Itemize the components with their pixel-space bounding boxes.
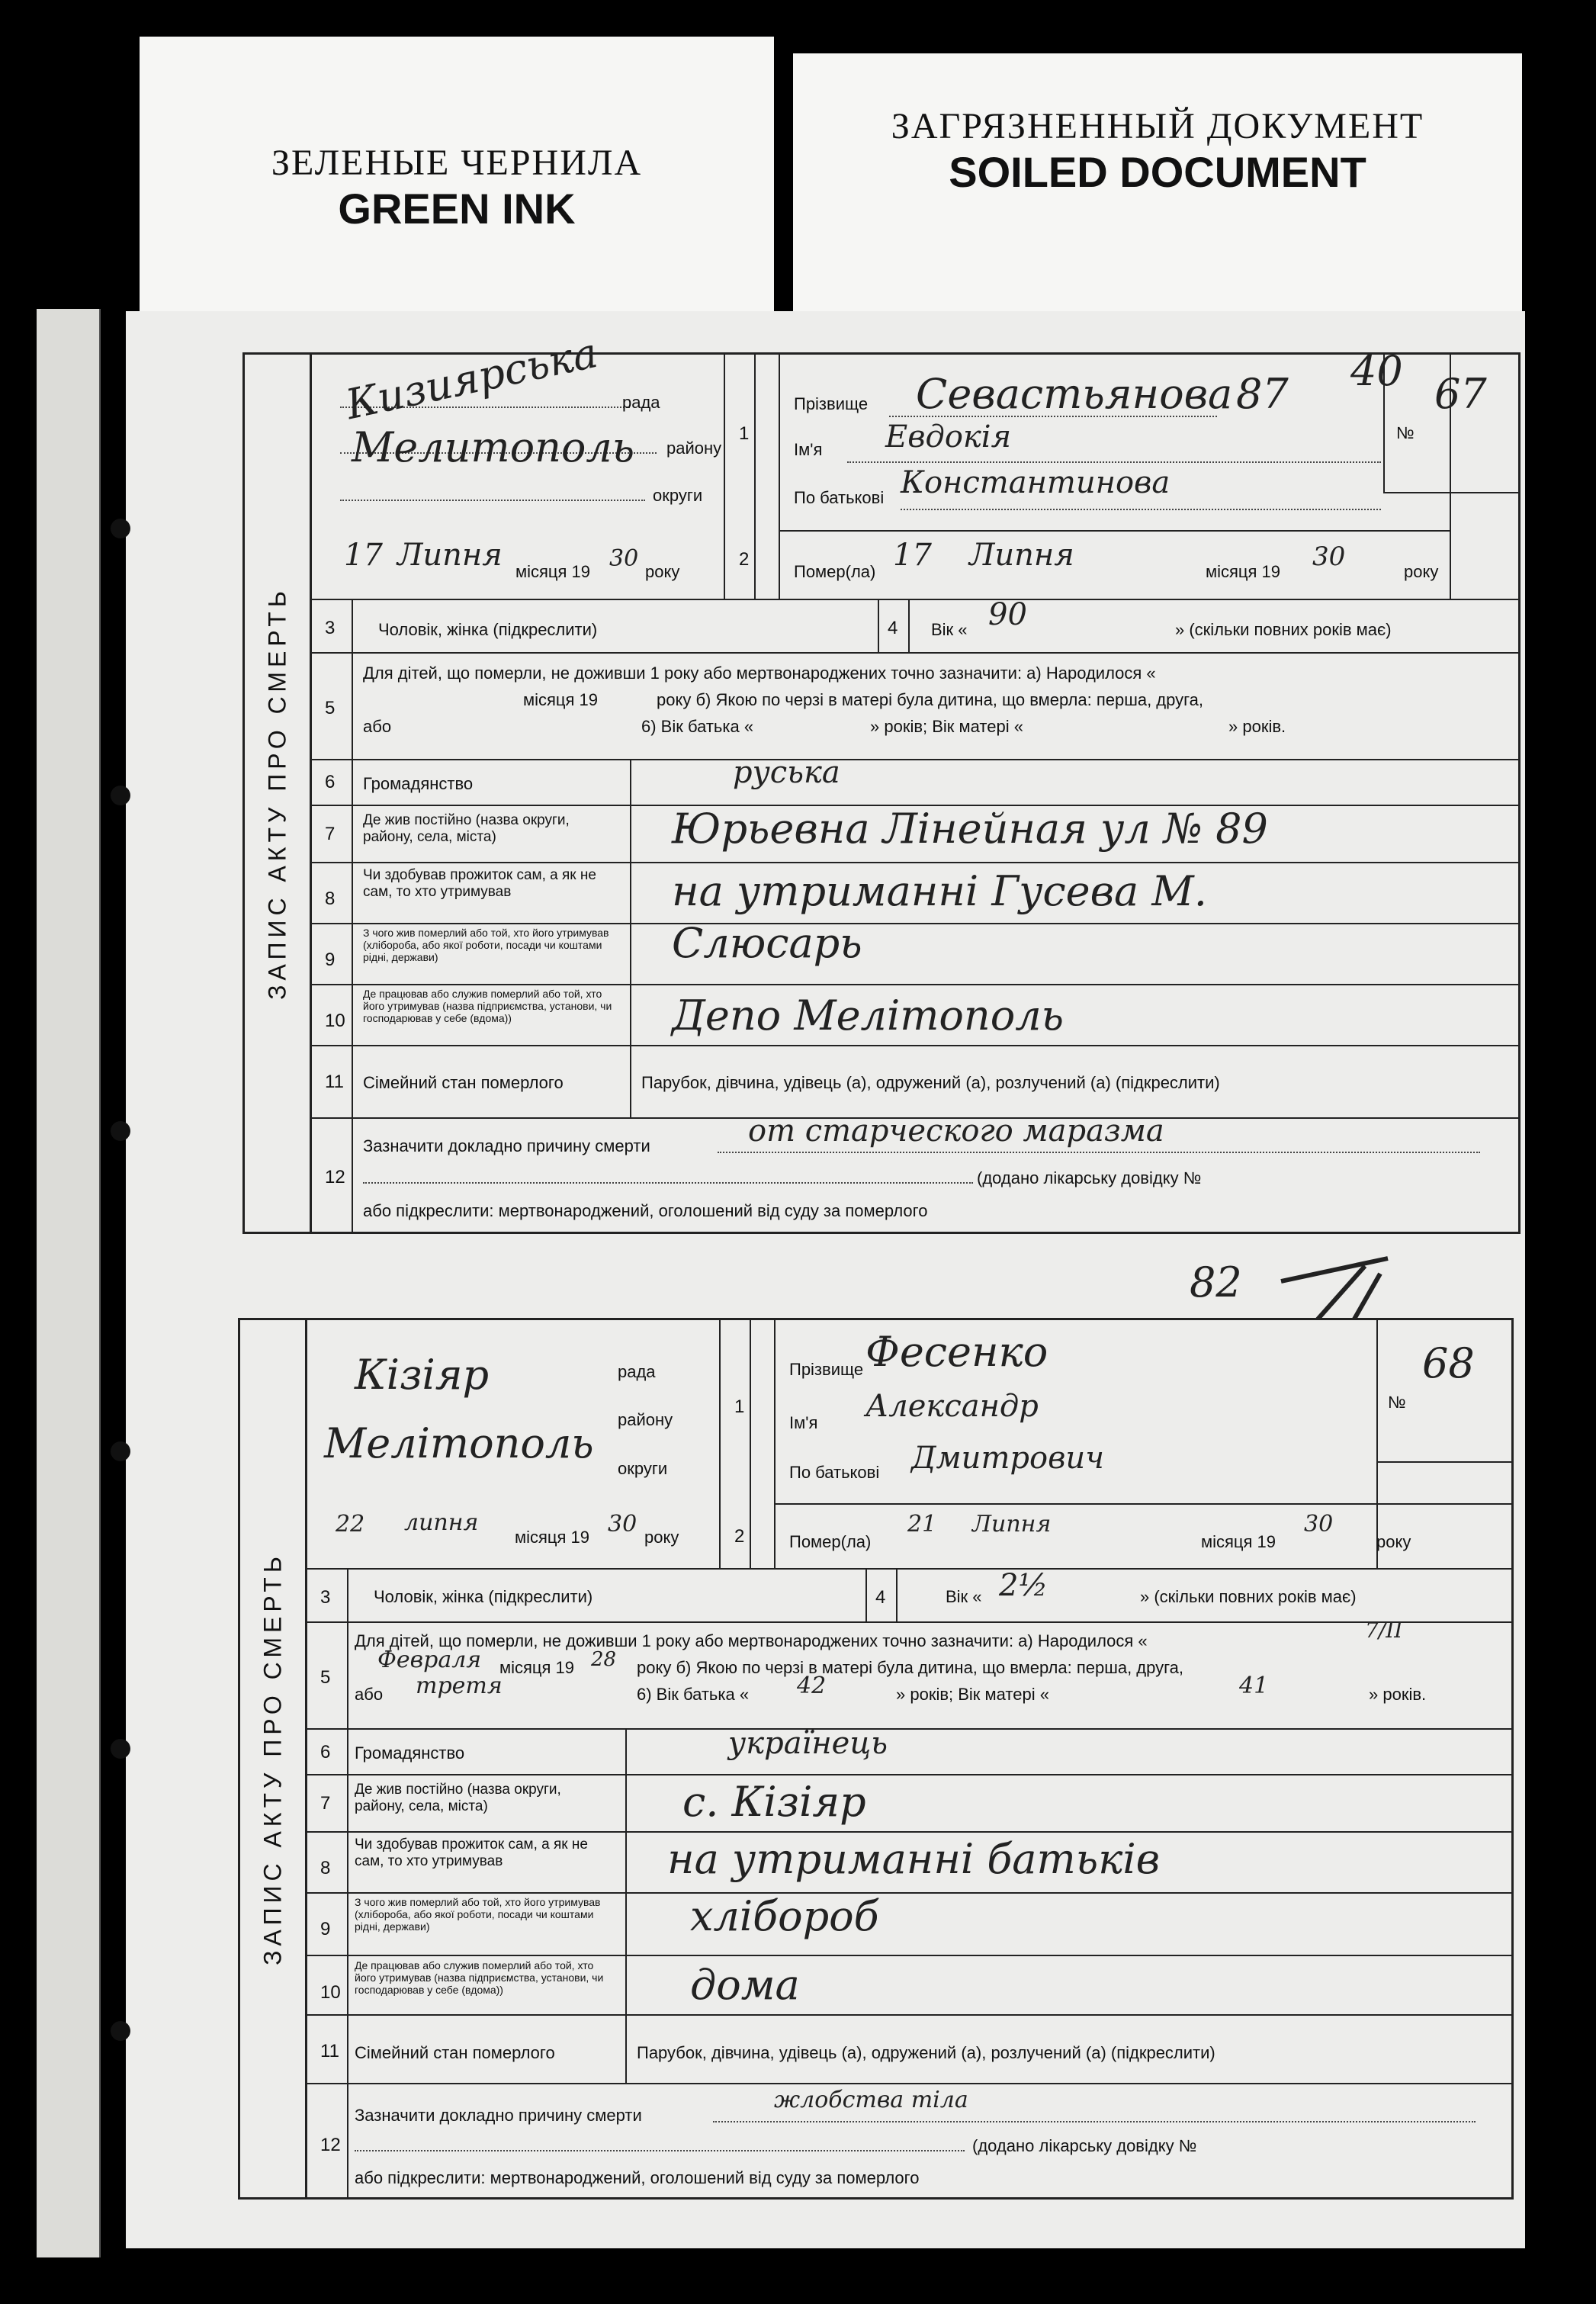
- table-rule: [347, 1568, 348, 2197]
- form-nums-4: 5: [320, 1667, 331, 1688]
- table-rule: [865, 1568, 867, 1621]
- form-row5-line2b: року б) Якою по черзі в матері була дитина, що вмерла: перша, друга,: [657, 690, 1204, 709]
- record1-name: Евдокія: [885, 419, 1012, 455]
- table-rule: [724, 355, 725, 599]
- form-okruha: округи: [618, 1459, 668, 1478]
- table-rule: [305, 2014, 1511, 2016]
- form-nums-6: 7: [320, 1793, 331, 1814]
- death-record-2: [238, 1318, 1514, 2200]
- record2-raion-value: Мелітополь: [324, 1419, 594, 1467]
- fill-in-line: [713, 2121, 1476, 2122]
- form-row12a: Зазначити докладно причину смерти: [363, 1136, 650, 1155]
- record1-death-month: Липня: [969, 538, 1074, 573]
- form-row5-line2a: місяця 19: [523, 690, 599, 709]
- record2-support: на утриманні батьків: [667, 1835, 1161, 1883]
- table-rule: [774, 1503, 1511, 1505]
- form-nums-0: 1: [739, 423, 750, 444]
- rada-label: рада: [622, 393, 660, 412]
- form-vik: Вік «: [931, 620, 968, 639]
- form-row5-line2a: місяця 19: [499, 1658, 575, 1677]
- binding-hole: [111, 1441, 130, 1461]
- form-row5-line1: Для дітей, що померли, не доживши 1 року або мертвонароджених точно зазначити: а) Народилося «: [355, 1631, 1148, 1650]
- table-rule: [779, 355, 780, 599]
- form-nums-10: 11: [320, 2041, 339, 2061]
- record2-patronymic: Дмитрович: [911, 1441, 1104, 1476]
- record1-reg-day: 17: [344, 538, 383, 573]
- form-row7: Де жив постійно (назва округи, району, села, міста): [355, 1782, 561, 1814]
- form-row12b: (додано лікарську довідку №: [977, 1168, 1202, 1187]
- record2-residence: с. Кізіяр: [682, 1778, 866, 1826]
- record-side-title: [245, 355, 312, 1232]
- table-rule: [352, 599, 353, 1232]
- fill-in-line: [340, 500, 645, 501]
- table-rule: [310, 759, 1518, 760]
- binding-hole: [111, 2021, 130, 2041]
- table-rule: [1376, 1320, 1378, 1461]
- form-row8: Чи здобував прожиток сам, а як не сам, то хто утримував: [355, 1836, 588, 1869]
- form-nums-5: 6: [320, 1742, 331, 1763]
- record1-raion-value: Мелитополь: [352, 423, 635, 471]
- form-nums-3: 4: [875, 1587, 886, 1608]
- form-nums-1: 2: [734, 1526, 745, 1547]
- death-record-1: [242, 328, 1521, 1234]
- record2-occupation: хлібороб: [690, 1892, 879, 1940]
- form-nums-9: 10: [325, 1011, 345, 1031]
- form-row9: З чого жив померлий або той, хто його утримував (хлібороба, або якої роботи, посади чи коштами рідні, держави): [363, 927, 609, 963]
- table-rule: [896, 1568, 898, 1621]
- form-nums-0: 1: [734, 1396, 745, 1417]
- record2-rada-value: Кізіяр: [355, 1351, 490, 1399]
- table-rule: [779, 530, 1450, 532]
- table-rule: [310, 862, 1518, 863]
- record2-born-month: Февраля: [377, 1647, 482, 1673]
- form-nums-7: 8: [325, 889, 336, 909]
- fill-in-line: [355, 2150, 965, 2151]
- form-row12c: або підкреслити: мертвонароджений, оголошений від суду за померлого: [355, 2168, 920, 2187]
- record2-reg-month: липня: [404, 1509, 479, 1536]
- form-misiatsia-19: місяця 19: [515, 1528, 590, 1547]
- table-rule: [1383, 492, 1521, 493]
- table-rule: [310, 652, 1518, 654]
- form-vik: Вік «: [946, 1587, 982, 1606]
- fill-in-line: [718, 1152, 1480, 1153]
- record-side-title: [240, 1320, 307, 2197]
- table-rule: [719, 1320, 721, 1568]
- green-ink-label-ru: ЗЕЛЕНЫЕ ЧЕРНИЛА: [271, 143, 643, 183]
- record1-reg-year: 30: [609, 545, 639, 572]
- form-misiatsia-19: місяця 19: [1206, 562, 1281, 581]
- table-rule: [305, 2083, 1511, 2084]
- table-rule: [908, 599, 910, 652]
- form-row9: З чого жив померлий або той, хто його утримував (хлібороба, або якої роботи, посади чи коштами рідні, держави): [355, 1896, 601, 1933]
- table-rule: [878, 599, 879, 652]
- form-side-title: ЗАПИС АКТУ ПРО СМЕРТЬ: [263, 586, 291, 1000]
- form-roku: року: [645, 562, 680, 581]
- record2-death-day: 21: [907, 1511, 937, 1538]
- form-no: №: [1396, 423, 1415, 442]
- form-nums-4: 5: [325, 698, 336, 718]
- form-row12b: (додано лікарську довідку №: [972, 2136, 1197, 2155]
- table-rule: [305, 1728, 1511, 1730]
- form-row10: Де працював або служив померлий або той, хто його утримував (назва підприємства, установи, чи господарював у себе (вдома)): [363, 988, 612, 1024]
- record2-marital-status: Парубок, дівчина, удівець (а), одружений (а), розлучений (а) (підкреслити): [637, 2043, 1215, 2062]
- record1-cause-of-death: от старческого маразма: [748, 1113, 1164, 1149]
- binding-hole: [111, 786, 130, 805]
- record2-birth-order: третя: [416, 1673, 503, 1699]
- form-vik-end: » (скільки повних років має): [1175, 620, 1392, 639]
- record2-death-year: 30: [1304, 1511, 1334, 1538]
- form-nums-11: 12: [325, 1167, 345, 1187]
- form-row10: Де працював або служив померлий або той, хто його утримував (назва підприємства, установи, чи господарював у себе (вдома)): [355, 1959, 604, 1996]
- record2-name: Александр: [865, 1389, 1039, 1424]
- record2-death-month: Липня: [972, 1511, 1052, 1538]
- form-po-batkovi: По батькові: [789, 1463, 880, 1482]
- form-misiatsia-19: місяця 19: [515, 562, 591, 581]
- table-rule: [310, 923, 1518, 924]
- record2-surname: Фесенко: [865, 1328, 1048, 1376]
- record2-citizenship: українець: [728, 1726, 888, 1761]
- record1-age: 90: [988, 597, 1027, 632]
- form-roku: року: [1376, 1532, 1411, 1551]
- form-row12c: або підкреслити: мертвонароджений, оголошений від суду за померлого: [363, 1201, 928, 1220]
- record1-death-day: 17: [893, 538, 932, 573]
- form-row7: Де жив постійно (назва округи, району, села, міста): [363, 812, 570, 845]
- form-rada: рада: [618, 1362, 656, 1381]
- form-nums-8: 9: [320, 1919, 331, 1939]
- form-nums-2: 3: [320, 1587, 331, 1608]
- form-row5-line2b: року б) Якою по черзі в матері була дитина, що вмерла: перша, друга,: [637, 1658, 1184, 1677]
- form-row5-line3d: » років.: [1369, 1685, 1427, 1704]
- form-nums-9: 10: [320, 1982, 341, 2003]
- form-vik-end: » (скільки повних років має): [1140, 1587, 1357, 1606]
- green-ink-label: [140, 37, 774, 311]
- form-row5-line3d: » років.: [1228, 717, 1286, 736]
- form-nums-5: 6: [325, 772, 336, 792]
- green-ink-label-en: GREEN INK: [338, 185, 576, 233]
- table-rule: [630, 759, 631, 1117]
- table-rule: [750, 1320, 751, 1568]
- form-prizvyshche: Прізвище: [794, 394, 869, 413]
- form-side-title: ЗАПИС АКТУ ПРО СМЕРТЬ: [259, 1552, 286, 1965]
- record1-sex: Чоловік, жінка (підкреслити): [378, 620, 598, 639]
- form-row5-line3c: » років; Вік матері «: [870, 717, 1023, 736]
- raion-label: району: [666, 439, 722, 458]
- form-po-batkovi: По батькові: [794, 488, 885, 507]
- form-row5-line3b: 6) Вік батька «: [641, 717, 754, 736]
- record1-patronymic: Константинова: [901, 465, 1171, 500]
- record2-workplace: дома: [690, 1961, 800, 2009]
- form-row5-line3a: або: [355, 1685, 384, 1704]
- form-nums-1: 2: [739, 549, 750, 570]
- table-rule: [310, 599, 1518, 600]
- record2-note-top: 82: [1190, 1258, 1242, 1306]
- record2-age: 2½: [999, 1568, 1048, 1603]
- record1-rada-value: Кизиярська: [342, 328, 602, 429]
- table-rule: [305, 1955, 1511, 1956]
- record1-number: 67: [1434, 370, 1487, 418]
- form-pomer: Помер(ла): [789, 1532, 872, 1551]
- okruha-label: округи: [653, 486, 703, 505]
- record1-reg-month: Липня: [397, 538, 503, 573]
- binding-hole: [111, 1121, 130, 1141]
- form-row11: Сімейний стан померлого: [355, 2043, 555, 2062]
- record1-surname: Севастьянова: [916, 370, 1233, 418]
- table-rule: [305, 1621, 1511, 1623]
- record1-residence: Юрьевна Лінейная ул № 89: [672, 805, 1268, 853]
- record2-born-day: 7/II: [1365, 1618, 1403, 1643]
- form-nums-10: 11: [325, 1072, 344, 1092]
- form-nums-3: 4: [888, 618, 898, 638]
- table-rule: [310, 984, 1518, 985]
- form-row6: Громадянство: [355, 1743, 465, 1763]
- form-nums-2: 3: [325, 618, 336, 638]
- form-roku: року: [1404, 562, 1439, 581]
- record2-father-age: 42: [797, 1673, 827, 1699]
- record2-reg-year: 30: [608, 1511, 637, 1538]
- form-row5-line3a: або: [363, 717, 392, 736]
- form-nums-6: 7: [325, 824, 336, 844]
- table-rule: [305, 1831, 1511, 1833]
- record2-born-year: 28: [591, 1648, 617, 1671]
- record2-number: 68: [1422, 1339, 1475, 1387]
- soiled-document-label-ru: ЗАГРЯЗНЕННЫЙ ДОКУМЕНТ: [891, 106, 1424, 146]
- table-rule: [774, 1320, 776, 1568]
- form-pomer: Помер(ла): [794, 562, 876, 581]
- record2-cause-of-death: жлобства тіла: [774, 2087, 968, 2113]
- form-imia: Ім'я: [794, 440, 823, 459]
- binding-hole: [111, 519, 130, 538]
- record1-support: на утриманні Гусева М.: [672, 867, 1207, 915]
- record1-note-top: 40: [1350, 347, 1403, 395]
- record1-death-year: 30: [1312, 541, 1346, 572]
- record2-mother-age: 41: [1239, 1673, 1269, 1699]
- record1-marital-status: Парубок, дівчина, удівець (а), одружений (а), розлучений (а) (підкреслити): [641, 1073, 1220, 1092]
- form-row12a: Зазначити докладно причину смерти: [355, 2106, 642, 2125]
- form-nums-8: 9: [325, 950, 336, 970]
- form-imia: Ім'я: [789, 1413, 818, 1432]
- table-rule: [305, 1774, 1511, 1775]
- fill-in-line: [901, 509, 1381, 510]
- record1-surname-note: 87: [1236, 370, 1289, 418]
- form-row6: Громадянство: [363, 774, 474, 793]
- table-rule: [754, 355, 756, 599]
- table-rule: [1376, 1461, 1511, 1463]
- table-rule: [305, 1568, 1511, 1570]
- form-prizvyshche: Прізвище: [789, 1360, 864, 1379]
- record1-occupation: Слюсарь: [672, 919, 862, 967]
- fill-in-line: [363, 1182, 973, 1184]
- binding-hole: [111, 1739, 130, 1759]
- torn-binding-edge: [37, 309, 101, 2257]
- form-row5-line3c: » років; Вік матері «: [896, 1685, 1049, 1704]
- form-nums-11: 12: [320, 2135, 341, 2155]
- table-rule: [310, 1045, 1518, 1046]
- soiled-document-label: [793, 53, 1522, 326]
- table-rule: [305, 1892, 1511, 1894]
- fill-in-line: [847, 461, 1381, 463]
- form-row8: Чи здобував прожиток сам, а як не сам, то хто утримував: [363, 867, 596, 900]
- soiled-document-label-en: SOILED DOCUMENT: [949, 148, 1366, 196]
- record2-reg-day: 22: [336, 1511, 365, 1538]
- record1-citizenship: руська: [733, 755, 840, 790]
- form-row5-line3b: 6) Вік батька «: [637, 1685, 750, 1704]
- record1-workplace: Депо Мелітополь: [672, 991, 1065, 1040]
- form-row11: Сімейний стан померлого: [363, 1073, 564, 1092]
- form-row5-line1: Для дітей, що померли, не доживши 1 року або мертвонароджених точно зазначити: а) Народилося «: [363, 664, 1156, 683]
- form-roku: року: [644, 1528, 679, 1547]
- form-misiatsia-19: місяця 19: [1201, 1532, 1276, 1551]
- form-nums-7: 8: [320, 1858, 331, 1878]
- record2-sex: Чоловік, жінка (підкреслити): [374, 1587, 593, 1606]
- table-rule: [625, 1728, 627, 2083]
- form-no: №: [1388, 1393, 1406, 1412]
- form-raion: району: [618, 1410, 673, 1429]
